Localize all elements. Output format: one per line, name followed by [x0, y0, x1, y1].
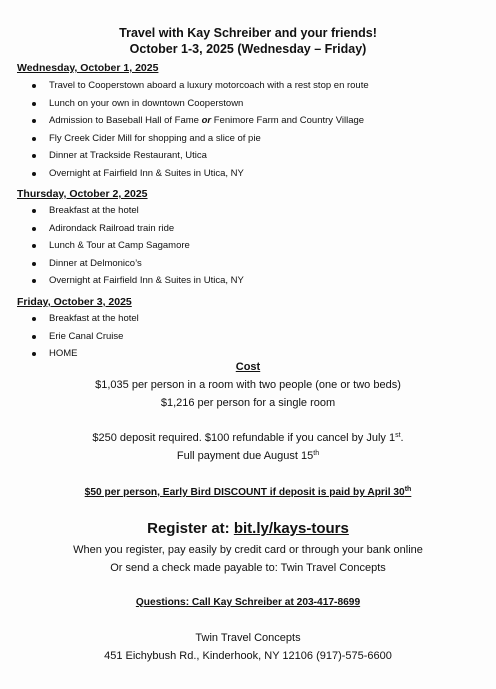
- list-item: Dinner at Delmonico’s: [30, 255, 244, 273]
- discount-main: $50 per person, Early Bird DISCOUNT if deposit is paid by April 30: [84, 487, 405, 498]
- list-item: Overnight at Fairfield Inn & Suites in Utica, NY: [30, 165, 369, 183]
- early-bird-discount: [0, 486, 496, 498]
- deposit-main: $250 deposit required. $100 refundable if you cancel by July 1: [92, 432, 396, 444]
- deposit-text: [0, 432, 496, 444]
- discount-sup: th: [404, 486, 412, 493]
- cost-single-room: $1,216 per person for a single room: [160, 397, 336, 409]
- list-item: Breakfast at the hotel: [30, 310, 139, 328]
- register-link[interactable]: bit.ly/kays-tours: [233, 520, 349, 537]
- list-item: HOME: [30, 345, 139, 363]
- footer-address: 451 Eichybush Rd., Kinderhook, NY 12106 (917)-575-6600: [104, 650, 392, 662]
- register-pay-online: When you register, pay easily by credit card or through your bank online: [73, 544, 423, 556]
- cost-heading: Cost: [235, 361, 261, 373]
- day-heading-friday: Friday, October 3, 2025: [17, 296, 132, 308]
- flyer-dates: October 1-3, 2025 (Wednesday – Friday): [129, 42, 367, 56]
- list-item: Adirondack Railroad train ride: [30, 220, 244, 238]
- register-heading: [0, 520, 496, 537]
- full-payment-sup: th: [313, 450, 320, 457]
- list-item: Travel to Cooperstown aboard a luxury motorcoach with a rest stop en route: [30, 77, 369, 95]
- day-heading-wednesday: Wednesday, October 1, 2025: [17, 62, 159, 74]
- list-item: Breakfast at the hotel: [30, 202, 244, 220]
- register-label: Register at:: [147, 520, 234, 537]
- questions-contact: Questions: Call Kay Schreiber at 203-417-8699: [135, 597, 361, 608]
- list-item: Overnight at Fairfield Inn & Suites in Utica, NY: [30, 272, 244, 290]
- register-pay-check: Or send a check made payable to: Twin Travel Concepts: [110, 562, 386, 574]
- list-item: Lunch & Tour at Camp Sagamore: [30, 237, 244, 255]
- admission-or: or: [201, 115, 212, 127]
- admission-text-end: Fenimore Farm and Country Village: [211, 115, 365, 127]
- list-item: Erie Canal Cruise: [30, 328, 139, 346]
- full-payment-main: Full payment due August 15: [176, 450, 314, 462]
- list-item: Lunch on your own in downtown Cooperstown: [30, 95, 369, 113]
- list-item: [30, 112, 369, 130]
- deposit-sup: st: [395, 432, 401, 439]
- deposit-end: .: [400, 432, 404, 444]
- footer-company: Twin Travel Concepts: [195, 632, 301, 644]
- admission-text-start: Admission to Baseball Hall of Fame: [49, 115, 202, 127]
- full-payment-text: [0, 450, 496, 462]
- wednesday-list: [30, 77, 369, 183]
- day-heading-thursday: Thursday, October 2, 2025: [17, 188, 148, 200]
- friday-list: [30, 310, 139, 363]
- thursday-list: [30, 202, 244, 290]
- list-item: Fly Creek Cider Mill for shopping and a slice of pie: [30, 130, 369, 148]
- cost-double-room: $1,035 per person in a room with two people (one or two beds): [95, 379, 401, 391]
- list-item: Dinner at Trackside Restaurant, Utica: [30, 147, 369, 165]
- flyer-title: Travel with Kay Schreiber and your friends!: [119, 26, 377, 40]
